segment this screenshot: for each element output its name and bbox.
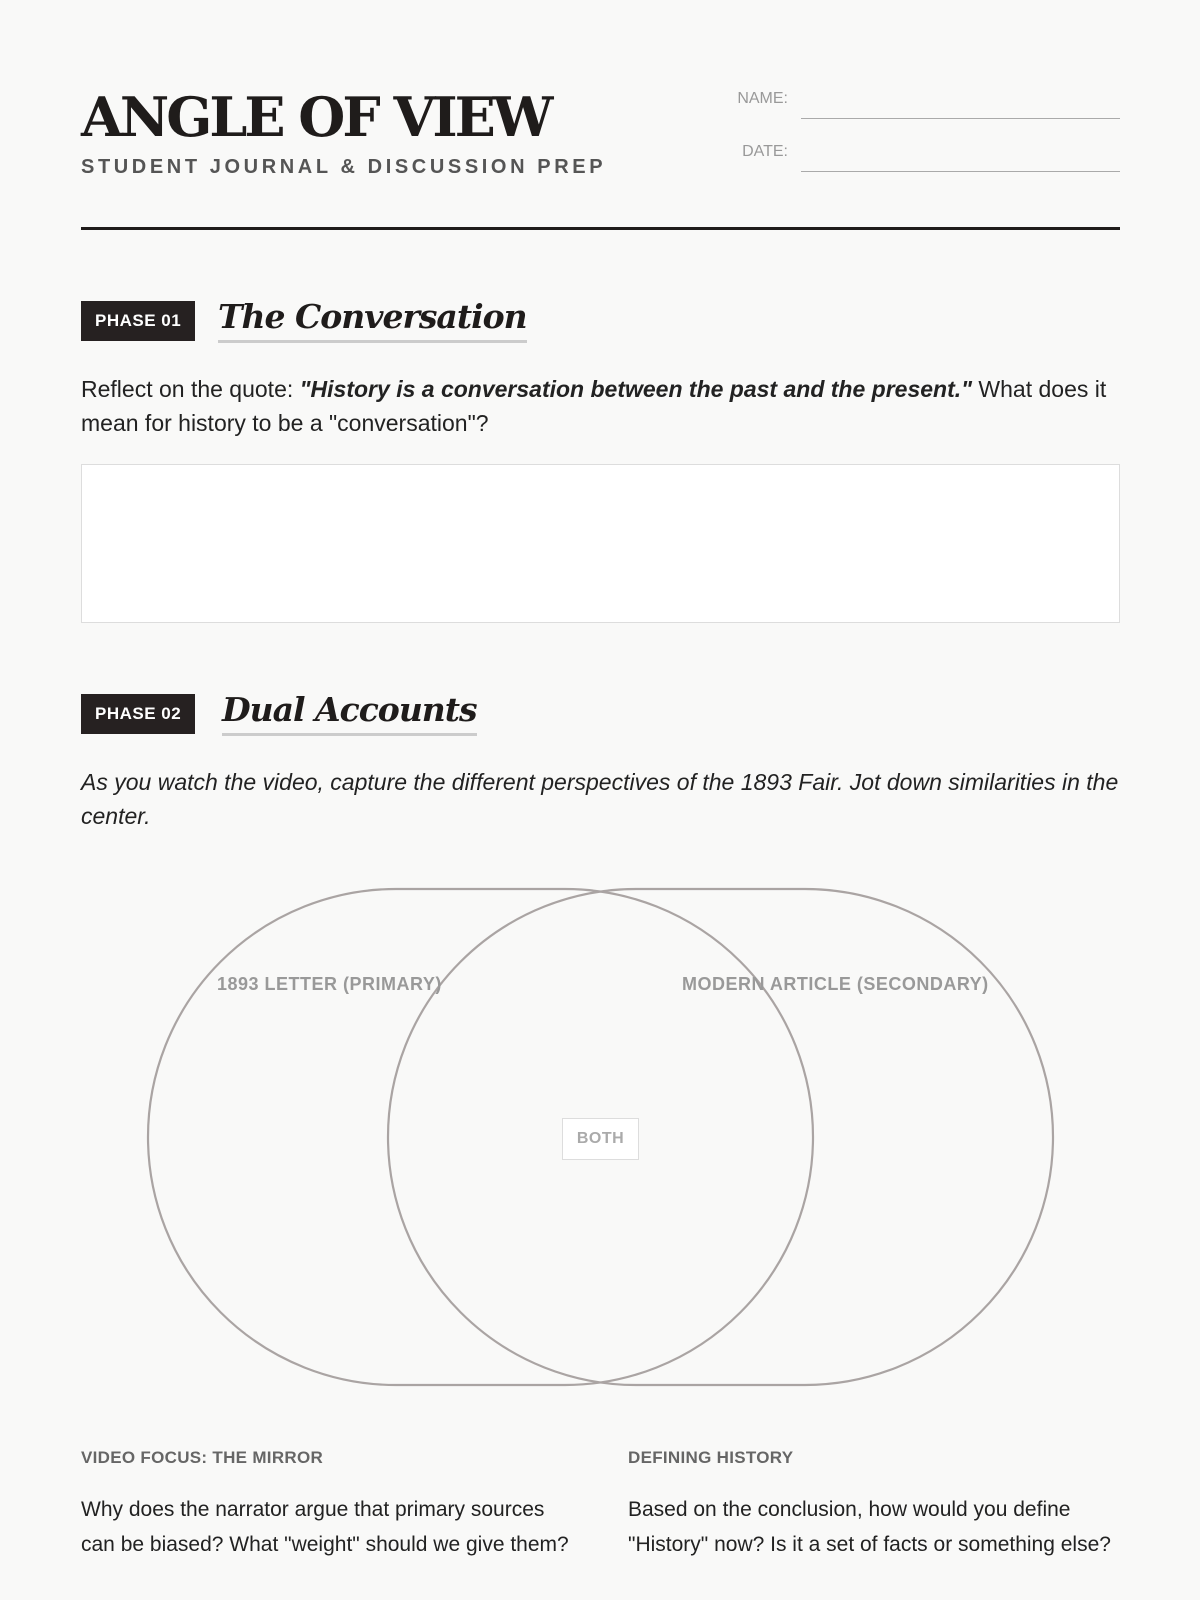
history-quote: "History is a conversation between the past and the present." <box>299 376 973 402</box>
name-field[interactable] <box>681 86 1120 116</box>
prompt-lead: Reflect on the quote: <box>81 376 300 402</box>
name-line[interactable] <box>801 118 1120 119</box>
phase-02-badge: PHASE 02 <box>81 694 195 734</box>
name-label: NAME: <box>737 90 788 107</box>
phase-02-prompt: As you watch the video, capture the different perspectives of the 1893 Fair. Jot down similarities in the center. <box>81 769 1119 829</box>
venn-left-label: 1893 LETTER (PRIMARY) <box>217 974 442 994</box>
venn-left-circle[interactable] <box>148 889 813 1385</box>
date-field[interactable] <box>681 139 1120 169</box>
reflection-answer-box[interactable] <box>81 464 1120 623</box>
venn-center-label: BOTH <box>562 1118 639 1160</box>
prompt-tail: What does it mean for history to be a "conversation"? <box>81 376 1107 436</box>
video-focus-question <box>81 1446 581 1562</box>
defining-history-heading: DEFINING HISTORY <box>628 1448 794 1467</box>
defining-history-text: Based on the conclusion, how would you define "History" now? Is it a set of facts or something else? <box>628 1498 1111 1556</box>
header-divider <box>81 227 1120 230</box>
page-title: ANGLE OF VIEW <box>81 85 551 149</box>
video-focus-heading: VIDEO FOCUS: THE MIRROR <box>81 1448 324 1467</box>
date-line[interactable] <box>801 171 1120 172</box>
venn-diagram <box>81 880 1120 1400</box>
defining-history-question <box>628 1446 1128 1562</box>
venn-right-circle[interactable] <box>388 889 1053 1385</box>
phase-02-title: Dual Accounts <box>222 688 477 736</box>
phase-01-badge: PHASE 01 <box>81 301 195 341</box>
page-subtitle: STUDENT JOURNAL & DISCUSSION PREP <box>81 156 607 178</box>
date-label: DATE: <box>742 143 788 160</box>
video-focus-text: Why does the narrator argue that primary sources can be biased? What "weight" should we give them? <box>81 1498 569 1556</box>
phase-01-prompt <box>81 372 1120 440</box>
venn-right-label: MODERN ARTICLE (SECONDARY) <box>682 974 989 994</box>
phase-01-title: The Conversation <box>218 295 527 343</box>
